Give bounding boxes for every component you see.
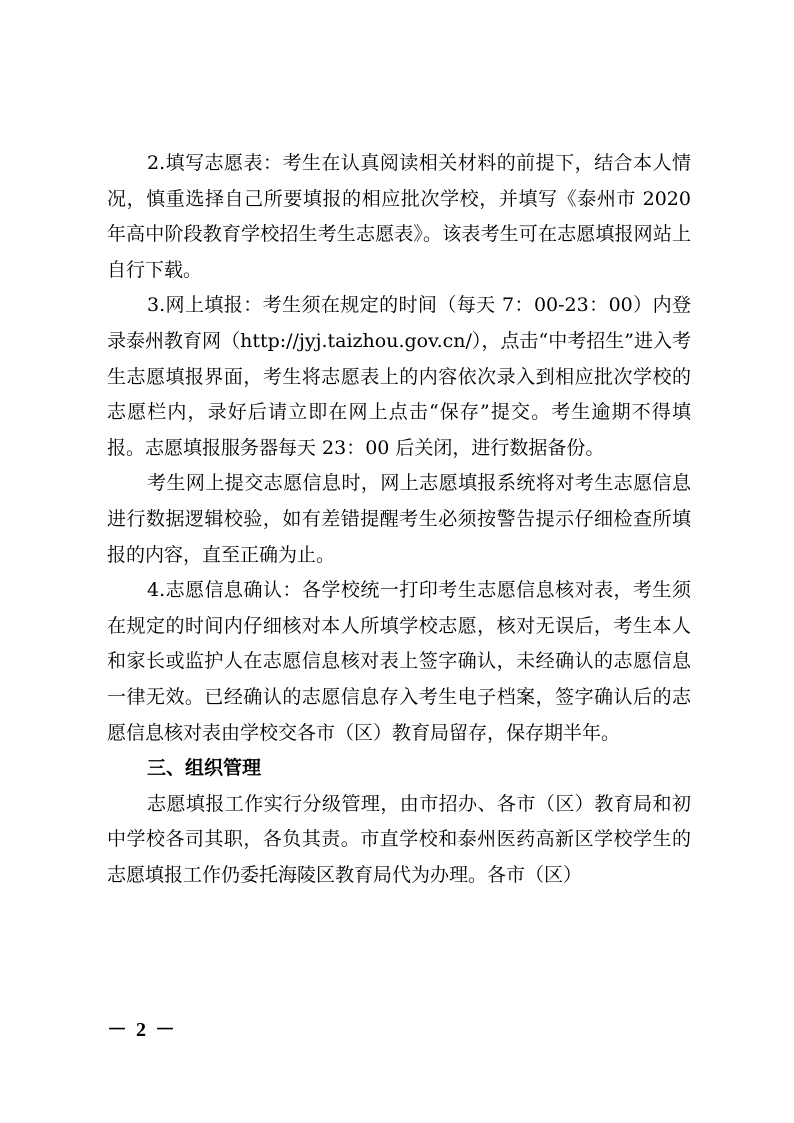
paragraph-organization: 志愿填报工作实行分级管理，由市招办、各市（区）教育局和初中学校各司其职，各负其责。市直学校和泰州医药高新区学校学生的志愿填报工作仍委托海陵区教育局代为办理。各市（区） xyxy=(107,792,691,886)
paragraph-validation: 考生网上提交志愿信息时，网上志愿填报系统将对考生志愿信息进行数据逻辑校验，如有差错提醒考生必须按警告提示仔细检查所填报的内容，直至正确为止。 xyxy=(107,472,691,566)
document-body xyxy=(107,146,691,893)
paragraph-online-submission: 3.网上填报：考生须在规定的时间（每天 7：00-23：00）内登录泰州教育网（http://jyj.taizhou.gov.cn/），点击“中考招生”进入考生志愿填报界面，考生将志愿表上的内容依次录入到相应批次学校的志愿栏内，录好后请立即在网上点击“保存”提交。考生逾期不得填报。志愿填报服务器每天 23：00 后关闭，进行数据备份。 xyxy=(107,294,691,459)
page-number: － 2 － xyxy=(107,1019,177,1041)
section-heading: 三、组织管理 xyxy=(147,757,262,780)
paragraph-fill-form: 2.填写志愿表：考生在认真阅读相关材料的前提下，结合本人情况，慎重选择自己所要填报的相应批次学校，并填写《泰州市 2020 年高中阶段教育学校招生考生志愿表》。该表考生可在志愿填报网站上自行下载。 xyxy=(107,152,691,281)
paragraph-confirmation: 4.志愿信息确认：各学校统一打印考生志愿信息核对表，考生须在规定的时间内仔细核对本人所填学校志愿，核对无误后，考生本人和家长或监护人在志愿信息核对表上签字确认，未经确认的志愿信息一律无效。已经确认的志愿信息存入考生电子档案，签字确认后的志愿信息核对表由学校交各市（区）教育局留存，保存期半年。 xyxy=(107,579,691,744)
